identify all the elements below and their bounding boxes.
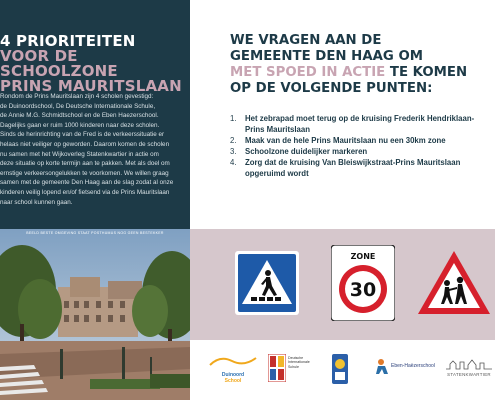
intro-line: ernstige verkeersongelukken te voorkomen. We willen graag bbox=[0, 169, 169, 177]
duinoord-logo bbox=[208, 354, 258, 384]
priorities-title bbox=[0, 34, 190, 94]
item-text: Zorg dat de kruising Van Bleiswijkstraat-Prins Mauritslaan opgeruimd wordt bbox=[245, 158, 461, 178]
heading-pink: MET SPOED IN ACTIE bbox=[230, 65, 386, 80]
intro-line: de Annie M.G. Schmidtschool en de Eben Haezerschool. bbox=[0, 112, 159, 120]
street-illustration bbox=[0, 229, 190, 400]
heading-line-4: OP DE VOLGENDE PUNTEN: bbox=[230, 81, 433, 96]
intro-line: naar school kunnen gaan. bbox=[0, 198, 73, 206]
title-pink-2: PRINS MAURITSLAAN bbox=[0, 77, 182, 95]
list-item bbox=[230, 114, 492, 135]
intro-line: de Duinoordschool, De Deutsche Internationale Schule, bbox=[0, 102, 156, 110]
traffic-signs-panel bbox=[190, 229, 495, 340]
intro-line: Sinds de herinrichting van de Fred is de verkeerssituatie er bbox=[0, 131, 165, 139]
zone-label: ZONE bbox=[350, 252, 376, 261]
intro-line: samen met de gemeente Den Haag aan de slag zodat al onze bbox=[0, 179, 174, 187]
duinoord-text-2: School bbox=[224, 378, 242, 384]
heading-line-1: WE VRAGEN AAN DE bbox=[230, 33, 382, 48]
intro-line: nu samen met het Wijkoverleg Statenkwartier in actie om bbox=[0, 150, 159, 158]
demands-panel bbox=[190, 0, 495, 229]
demands-list bbox=[230, 114, 492, 180]
intro-line: Dagelijks gaan er ruim 1000 kinderen naar deze scholen. bbox=[0, 121, 160, 129]
statenkwartier-text: STATENKWARTIER bbox=[447, 372, 491, 377]
title-pink-1: VOOR DE SCHOOLZONE bbox=[0, 47, 118, 80]
heading-line-3-rest: TE KOMEN bbox=[389, 65, 468, 80]
dis-emblem-icon bbox=[268, 354, 286, 382]
street-photo bbox=[0, 229, 190, 400]
title-white: 4 PRIORITEITEN bbox=[0, 32, 136, 50]
dis-text-1: Deutsche bbox=[288, 356, 304, 360]
intro-line: kinderen veilig lopend en/of fietsend via de Prins Mauritslaan bbox=[0, 188, 170, 196]
photo-caption: BEELD BESTE OMGEVING STAAT POSTHUMUS NOG GEEN BESTEKKER bbox=[26, 231, 164, 235]
wave-icon bbox=[208, 355, 258, 367]
eben-text: Eben-Haëzerschool bbox=[391, 363, 435, 369]
dis-logo bbox=[268, 354, 316, 384]
item-text: Het zebrapad moet terug op de kruising Frederik Hendriklaan-Prins Mauritslaan bbox=[245, 114, 475, 134]
speed-value: 30 bbox=[349, 279, 377, 301]
list-item bbox=[230, 158, 492, 179]
list-item bbox=[230, 147, 492, 158]
intro-paragraph bbox=[0, 92, 184, 207]
item-number: 2. bbox=[230, 135, 237, 145]
item-text: Schoolzone duidelijker markeren bbox=[245, 146, 368, 156]
item-number: 1. bbox=[230, 114, 237, 123]
heading-line-2: GEMEENTE DEN HAAG OM bbox=[230, 49, 423, 64]
dis-text-3: Schule bbox=[288, 364, 299, 369]
item-number: 3. bbox=[230, 146, 237, 156]
speed-zone-30-sign-icon bbox=[331, 245, 395, 321]
eben-haezer-logo bbox=[376, 354, 438, 384]
list-item bbox=[230, 136, 492, 147]
logos-bar bbox=[190, 340, 495, 400]
skyline-icon bbox=[446, 358, 492, 370]
figure-icon bbox=[376, 358, 390, 376]
annie-mg-schmidt-logo-icon bbox=[332, 354, 348, 384]
intro-line: deze situatie op korte termijn aan te pakken. Met als doel om bbox=[0, 160, 170, 168]
pedestrian-crossing-sign-icon bbox=[235, 251, 299, 315]
children-warning-sign-icon bbox=[416, 249, 492, 317]
statenkwartier-logo bbox=[446, 354, 492, 384]
intro-line: helaas niet veiliger op geworden. Daarom komen de scholen bbox=[0, 140, 170, 148]
item-text: Maak van de hele Prins Mauritslaan nu een 30km zone bbox=[245, 135, 446, 145]
duinoord-text-1: Duinoord bbox=[221, 372, 245, 378]
demands-heading bbox=[230, 33, 492, 97]
intro-line: Rondom de Prins Mauritslaan zijn 4 scholen gevestigd: bbox=[0, 93, 154, 100]
item-number: 4. bbox=[230, 158, 237, 168]
dis-text-2: Internationale bbox=[288, 360, 310, 365]
